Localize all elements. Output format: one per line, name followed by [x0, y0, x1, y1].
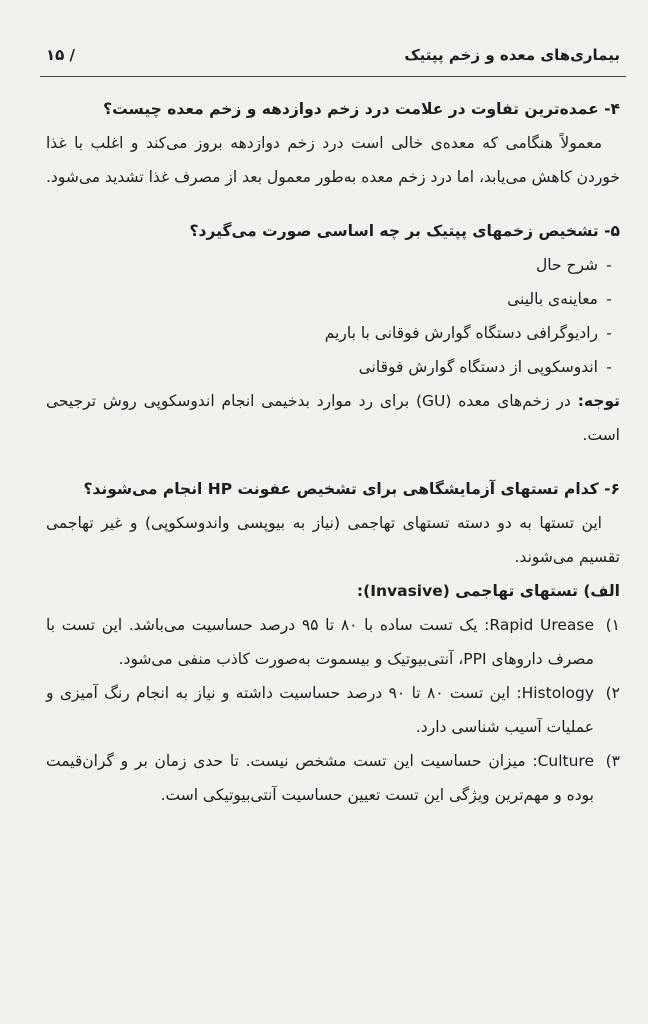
- question-4: ۴- عمده‌ترین تفاوت در علامت درد زخم دوازدهه و زخم معده چیست؟: [103, 100, 620, 118]
- test-item: ۳) Culture: میزان حساسیت این تست مشخص نیست. تا حدی زمان بر و گران‌قیمت بوده و مهم‌ترین ویژگی این تست تعیین حساسیت آنتی‌بیوتیکی است.: [46, 752, 620, 804]
- list-item: - رادیوگرافی دستگاه گوارش فوقانی با باریم: [324, 324, 612, 342]
- page-header: [40, 40, 626, 77]
- list-item: - معاینه‌ی بالینی: [507, 290, 612, 308]
- question-5: ۵- تشخیص زخمهای پپتیک بر چه اساسی صورت می‌گیرد؟: [189, 222, 620, 240]
- answer-4: معمولاً هنگامی که معده‌ی خالی است درد زخم دوازدهه بروز می‌کند و اغلب با غذا خوردن کاهش می‌یابد، اما درد زخم معده به‌طور معمول بعد از مصرف غذا تشدید می‌شود.: [46, 134, 620, 186]
- page-number: ۱۵: [46, 46, 65, 64]
- test-item: ۲) Histology: این تست ۸۰ تا ۹۰ درصد حساسیت داشته و نیاز به انجام رنگ آمیزی و عملیات آسیب شناسی دارد.: [46, 684, 620, 736]
- page-body: [46, 92, 620, 812]
- intro-6: این تستها به دو دسته تستهای تهاجمی (نیاز به بیوپسی واندوسکوپی) و غیر تهاجمی تقسیم می‌شوند.: [46, 514, 620, 566]
- list-item: - اندوسکوپی از دستگاه گوارش فوقانی: [358, 358, 612, 376]
- note-label: توجه:: [577, 392, 620, 410]
- diagnosis-list: [46, 248, 620, 384]
- question-6: ۶- کدام تستهای آزمایشگاهی برای تشخیص عفونت HP انجام می‌شوند؟: [83, 480, 620, 498]
- invasive-subheading: الف) تستهای تهاجمی (Invasive):: [356, 582, 620, 600]
- test-item: ۱) Rapid Urease: یک تست ساده با ۸۰ تا ۹۵ درصد حساسیت می‌باشد. این تست با مصرف داروهای PPI، آنتی‌بیوتیک و بیسموت به‌صورت کاذب منفی می‌شود.: [46, 616, 620, 668]
- page-number-block: [46, 46, 75, 64]
- note-paragraph: [46, 384, 620, 452]
- header-separator: /: [69, 46, 76, 64]
- running-title: بیماری‌های معده و زخم پپتیک: [404, 46, 620, 64]
- list-item: - شرح حال: [535, 256, 612, 274]
- note-text: در زخم‌های معده (GU) برای رد موارد بدخیمی انجام اندوسکوپی روش ترجیحی است.: [46, 392, 620, 444]
